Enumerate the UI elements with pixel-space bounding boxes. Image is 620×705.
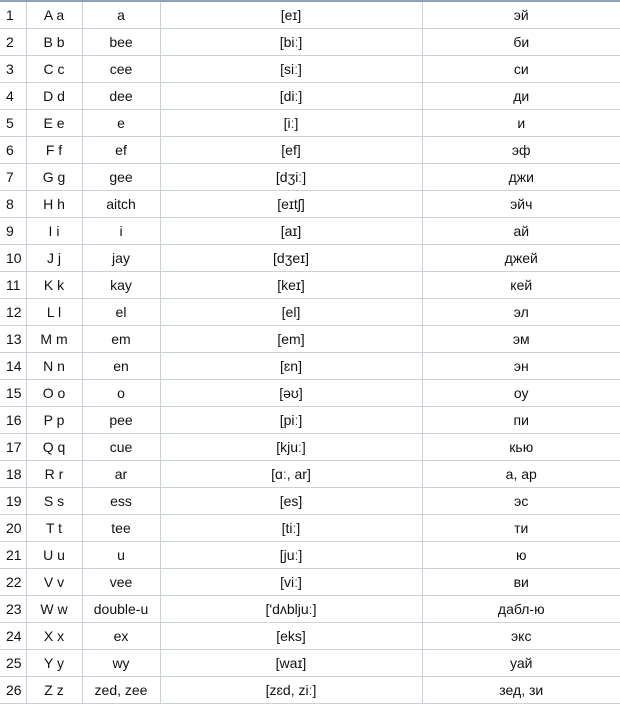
letter-name-cell: el [82,299,160,326]
table-row [0,191,620,218]
transcription-cell: [biː] [160,29,422,56]
row-number-cell: 23 [0,596,26,623]
row-number-cell: 16 [0,407,26,434]
letter-cell: G g [26,164,82,191]
transcription-cell: [aɪ] [160,218,422,245]
table-row [0,110,620,137]
letter-cell: Z z [26,677,82,704]
letter-name-cell: en [82,353,160,380]
transcription-cell: [zɛd, ziː] [160,677,422,704]
row-number-cell: 1 [0,1,26,29]
table-row [0,299,620,326]
letter-cell: Y y [26,650,82,677]
table-row [0,272,620,299]
letter-name-cell: ar [82,461,160,488]
letter-name-cell: em [82,326,160,353]
russian-pronunciation-cell: уай [422,650,620,677]
table-row [0,56,620,83]
transcription-cell: [eɪ] [160,1,422,29]
table-row [0,83,620,110]
table-row [0,488,620,515]
russian-pronunciation-cell: экс [422,623,620,650]
letter-cell: E e [26,110,82,137]
table-row [0,380,620,407]
row-number-cell: 20 [0,515,26,542]
letter-name-cell: bee [82,29,160,56]
letter-cell: W w [26,596,82,623]
row-number-cell: 7 [0,164,26,191]
transcription-cell: [ef] [160,137,422,164]
transcription-cell: [el] [160,299,422,326]
row-number-cell: 22 [0,569,26,596]
letter-cell: L l [26,299,82,326]
table-row [0,596,620,623]
letter-cell: X x [26,623,82,650]
transcription-cell: [dʒeɪ] [160,245,422,272]
row-number-cell: 3 [0,56,26,83]
russian-pronunciation-cell: и [422,110,620,137]
row-number-cell: 24 [0,623,26,650]
letter-cell: S s [26,488,82,515]
table-row [0,29,620,56]
row-number-cell: 6 [0,137,26,164]
table-row [0,218,620,245]
transcription-cell: [tiː] [160,515,422,542]
transcription-cell: ['dʌbljuː] [160,596,422,623]
transcription-cell: [es] [160,488,422,515]
letter-name-cell: double-u [82,596,160,623]
transcription-cell: [kjuː] [160,434,422,461]
russian-pronunciation-cell: эл [422,299,620,326]
letter-cell: F f [26,137,82,164]
table-row [0,137,620,164]
transcription-cell: [ɛn] [160,353,422,380]
row-number-cell: 14 [0,353,26,380]
letter-cell: N n [26,353,82,380]
letter-name-cell: jay [82,245,160,272]
transcription-cell: [eɪtʃ] [160,191,422,218]
row-number-cell: 11 [0,272,26,299]
russian-pronunciation-cell: а, ар [422,461,620,488]
letter-cell: V v [26,569,82,596]
russian-pronunciation-cell: эф [422,137,620,164]
transcription-cell: [əʊ] [160,380,422,407]
table-row [0,461,620,488]
table-row [0,650,620,677]
letter-cell: B b [26,29,82,56]
row-number-cell: 25 [0,650,26,677]
letter-name-cell: vee [82,569,160,596]
transcription-cell: [waɪ] [160,650,422,677]
table-row [0,677,620,704]
letter-name-cell: wy [82,650,160,677]
russian-pronunciation-cell: кью [422,434,620,461]
letter-cell: K k [26,272,82,299]
letter-name-cell: gee [82,164,160,191]
table-row [0,542,620,569]
letter-name-cell: dee [82,83,160,110]
letter-cell: H h [26,191,82,218]
transcription-cell: [diː] [160,83,422,110]
transcription-cell: [viː] [160,569,422,596]
row-number-cell: 9 [0,218,26,245]
table-row [0,1,620,29]
alphabet-table-body [0,1,620,704]
transcription-cell: [piː] [160,407,422,434]
row-number-cell: 17 [0,434,26,461]
row-number-cell: 8 [0,191,26,218]
russian-pronunciation-cell: эн [422,353,620,380]
table-row [0,515,620,542]
russian-pronunciation-cell: ти [422,515,620,542]
transcription-cell: [dʒiː] [160,164,422,191]
letter-cell: Q q [26,434,82,461]
table-row [0,407,620,434]
letter-name-cell: a [82,1,160,29]
row-number-cell: 18 [0,461,26,488]
letter-cell: R r [26,461,82,488]
letter-name-cell: cue [82,434,160,461]
russian-pronunciation-cell: ай [422,218,620,245]
transcription-cell: [juː] [160,542,422,569]
letter-cell: T t [26,515,82,542]
transcription-cell: [ɑː, ar] [160,461,422,488]
transcription-cell: [iː] [160,110,422,137]
russian-pronunciation-cell: эс [422,488,620,515]
letter-cell: A a [26,1,82,29]
russian-pronunciation-cell: си [422,56,620,83]
letter-name-cell: ef [82,137,160,164]
letter-cell: C c [26,56,82,83]
row-number-cell: 19 [0,488,26,515]
letter-name-cell: tee [82,515,160,542]
table-row [0,164,620,191]
row-number-cell: 13 [0,326,26,353]
russian-pronunciation-cell: джей [422,245,620,272]
russian-pronunciation-cell: эй [422,1,620,29]
letter-name-cell: cee [82,56,160,83]
table-row [0,326,620,353]
russian-pronunciation-cell: пи [422,407,620,434]
russian-pronunciation-cell: би [422,29,620,56]
transcription-cell: [siː] [160,56,422,83]
row-number-cell: 21 [0,542,26,569]
table-row [0,569,620,596]
letter-cell: M m [26,326,82,353]
transcription-cell: [keɪ] [160,272,422,299]
letter-name-cell: kay [82,272,160,299]
transcription-cell: [eks] [160,623,422,650]
russian-pronunciation-cell: ви [422,569,620,596]
letter-cell: U u [26,542,82,569]
letter-name-cell: ex [82,623,160,650]
letter-name-cell: ess [82,488,160,515]
russian-pronunciation-cell: джи [422,164,620,191]
letter-name-cell: zed, zee [82,677,160,704]
letter-name-cell: o [82,380,160,407]
russian-pronunciation-cell: кей [422,272,620,299]
row-number-cell: 5 [0,110,26,137]
row-number-cell: 15 [0,380,26,407]
russian-pronunciation-cell: дабл-ю [422,596,620,623]
letter-name-cell: aitch [82,191,160,218]
transcription-cell: [em] [160,326,422,353]
letter-cell: I i [26,218,82,245]
row-number-cell: 2 [0,29,26,56]
russian-pronunciation-cell: эм [422,326,620,353]
letter-cell: J j [26,245,82,272]
letter-cell: O o [26,380,82,407]
table-row [0,434,620,461]
row-number-cell: 4 [0,83,26,110]
table-row [0,245,620,272]
letter-cell: D d [26,83,82,110]
table-row [0,623,620,650]
letter-cell: P p [26,407,82,434]
russian-pronunciation-cell: эйч [422,191,620,218]
letter-name-cell: pee [82,407,160,434]
russian-pronunciation-cell: оу [422,380,620,407]
letter-name-cell: i [82,218,160,245]
russian-pronunciation-cell: зед, зи [422,677,620,704]
row-number-cell: 26 [0,677,26,704]
row-number-cell: 12 [0,299,26,326]
table-row [0,353,620,380]
letter-name-cell: e [82,110,160,137]
letter-name-cell: u [82,542,160,569]
row-number-cell: 10 [0,245,26,272]
russian-pronunciation-cell: ю [422,542,620,569]
russian-pronunciation-cell: ди [422,83,620,110]
